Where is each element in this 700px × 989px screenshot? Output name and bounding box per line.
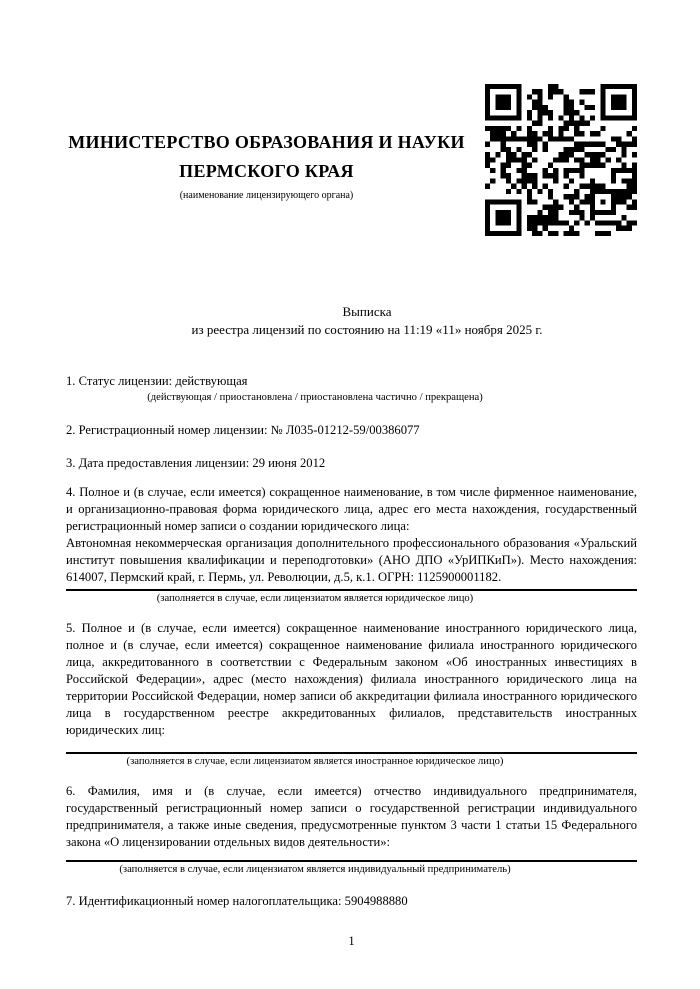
foreign-entity-intro: 5. Полное и (в случае, если имеется) сокращенное наименование иностранного юридического лица, полное и (в случае, если имеется) сокращенное наименование филиала иностранного юридического лица, аккредитованного в соответствии с Федеральным законом «Об иностранных инвестициях в Российской Федерации», адрес (место нахождения) филиала иностранного юридического лица на территории Российской Федерации, номер записи об аккредитации филиала иностранного юридического лица в государственном реестре аккредитованных филиалов, представительств иностранных юридических лиц:: [66, 621, 637, 737]
legal-entity-fill-line: [66, 589, 637, 591]
entrepreneur-caption: (заполняется в случае, если лицензиатом является индивидуальный предприниматель): [119, 864, 511, 875]
entrepreneur-fill-line: [66, 860, 637, 862]
field-grant-date: 3. Дата предоставления лицензии: 29 июня 2012: [66, 456, 326, 470]
legal-entity-intro: 4. Полное и (в случае, если имеется) сокращенное наименование, в том числе фирменное наименование, и организационно-правовая форма юридического лица, адрес его места нахождения, государственный регистрационный номер записи о создании юридического лица:: [66, 485, 637, 533]
foreign-entity-caption: (заполняется в случае, если лицензиатом является иностранное юридическое лицо): [126, 756, 504, 767]
field-registration-number: 2. Регистрационный номер лицензии: № Л035-01212-59/00386077: [66, 423, 420, 437]
title-line: Выписка: [342, 304, 392, 319]
foreign-entity-fill-line: [66, 752, 637, 754]
licensing-authority-caption: (наименование лицензирующего органа): [179, 190, 354, 201]
licensing-authority: [66, 84, 485, 203]
page-number: 1: [348, 934, 355, 948]
ministry-name-line2: ПЕРМСКОГО КРАЯ: [179, 161, 354, 181]
title-date-line: из реестра лицензий по состоянию на 11:19 «11» ноября 2025 г.: [191, 322, 543, 337]
entrepreneur-intro: 6. Фамилия, имя и (в случае, если имеется) отчество индивидуального предпринимателя, государственный регистрационный номер записи о государственной регистрации индивидуального предпринимателя, а также иные сведения, предусмотренные пунктом 3 части 1 статьи 15 Федерального закона «О лицензировании отдельных видов деятельности»:: [66, 784, 637, 849]
field-license-status: 1. Статус лицензии: действующая: [66, 374, 248, 388]
qr-code-icon: [485, 84, 637, 236]
field-inn: 7. Идентификационный номер налогоплательщика: 5904988880: [66, 894, 408, 908]
legal-entity-value: Автономная некоммерческая организация дополнительного профессионального образования «Уральский институт повышения квалификации и переподготовки» (АНО ДПО «УрИПКиП»). Место нахождения: 614007, Пермский край, г. Пермь, ул. Революции, д.5, к.1. ОГРН: 1125900001182.: [66, 536, 637, 584]
document-header: [66, 84, 637, 236]
document-title: [97, 303, 637, 339]
license-status-options-caption: (действующая / приостановлена / приостановлена частично / прекращена): [147, 392, 483, 403]
legal-entity-caption: (заполняется в случае, если лицензиатом является юридическое лицо): [156, 593, 474, 604]
ministry-name-line1: МИНИСТЕРСТВО ОБРАЗОВАНИЯ И НАУКИ: [68, 132, 465, 152]
